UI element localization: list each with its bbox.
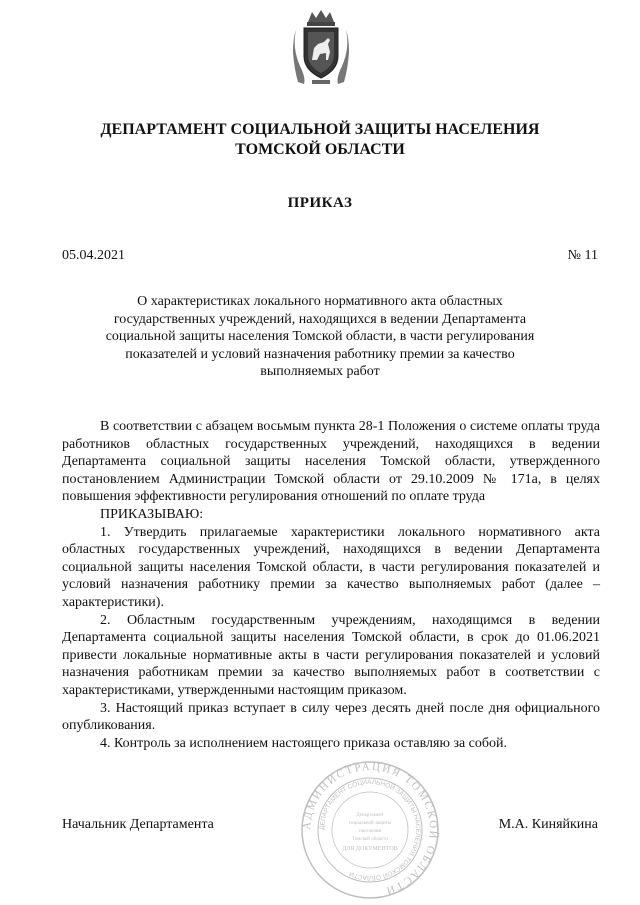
tomsk-coat-of-arms-icon [290,8,352,88]
stamp-inner-text: ДЕПАРТАМЕНТ СОЦИАЛЬНОЙ ЗАЩИТЫ НАСЕЛЕНИЯ ТОМСКОЙ ОБЛАСТИ [318,778,422,882]
svg-text:Департамент: Департамент [356,813,384,818]
order-body [62,418,600,752]
order-number: № 11 [567,248,598,263]
order-item-3: 3. Настоящий приказ вступает в силу через десять дней после дня официального опубликования. [62,700,600,734]
department-line-1: ДЕПАРТАМЕНТ СОЦИАЛЬНОЙ ЗАЩИТЫ НАСЕЛЕНИЯ [100,121,540,138]
department-line-2: ТОМСКОЙ ОБЛАСТИ [235,141,405,158]
order-item-2: 2. Областным государственным учреждениям, находящимся в ведении Департамента социальной защиты населения Томской области, в срок до 01.06.2021 привести локальные нормативные акты в части регулирования показателей и условий назначения работникам премии за качество выполняемых работ в соответствии с характеристиками, утвержденными настоящим приказом. [62,612,600,698]
document-type: ПРИКАЗ [287,195,353,211]
signatory-position: Начальник Департамента [62,817,214,832]
signatory-name: М.А. Киняйкина [498,817,598,832]
svg-text:ДЛЯ ДОКУМЕНТОВ: ДЛЯ ДОКУМЕНТОВ [342,846,398,852]
svg-text:населения: населения [359,829,381,834]
stamp-outer-text: АДМИНИСТРАЦИЯ ТОМСКОЙ ОБЛАСТИ [300,760,440,898]
order-item-1: 1. Утвердить прилагаемые характеристики локального нормативного акта областных государственных учреждений, находящихся в ведении Департамента социальной защиты населения Томской области, в части регулирования показателей и условий назначения работнику премии за качество выполняемых работ (далее – характеристики). [62,524,600,610]
order-item-4: 4. Контроль за исполнением настоящего приказа оставляю за собой. [100,735,508,751]
svg-text:Томской области: Томской области [352,837,388,842]
order-date: 05.04.2021 [62,248,125,263]
order-subject: О характеристиках локального нормативного акта областных государственных учреждений, находящихся в ведении Департамента социальной защиты населения Томской области, в части регулирования показателей и условий назначения работнику премии за качество выполняемых работ [105,294,535,380]
department-name [40,120,600,160]
official-seal-stamp [300,760,440,900]
preamble-paragraph: В соответствии с абзацем восьмым пункта 28-1 Положения о системе оплаты труда работников областных государственных учреждений, находящихся в ведении Департамента социальной защиты населения Томской области, утвержденного постановлением Администрации Томской области от 29.10.2009 № 171а, в целях повышения эффективности регулирования отношений по оплате труда [62,419,600,505]
order-keyword: ПРИКАЗЫВАЮ: [100,506,204,522]
svg-text:социальной защиты: социальной защиты [348,821,392,826]
